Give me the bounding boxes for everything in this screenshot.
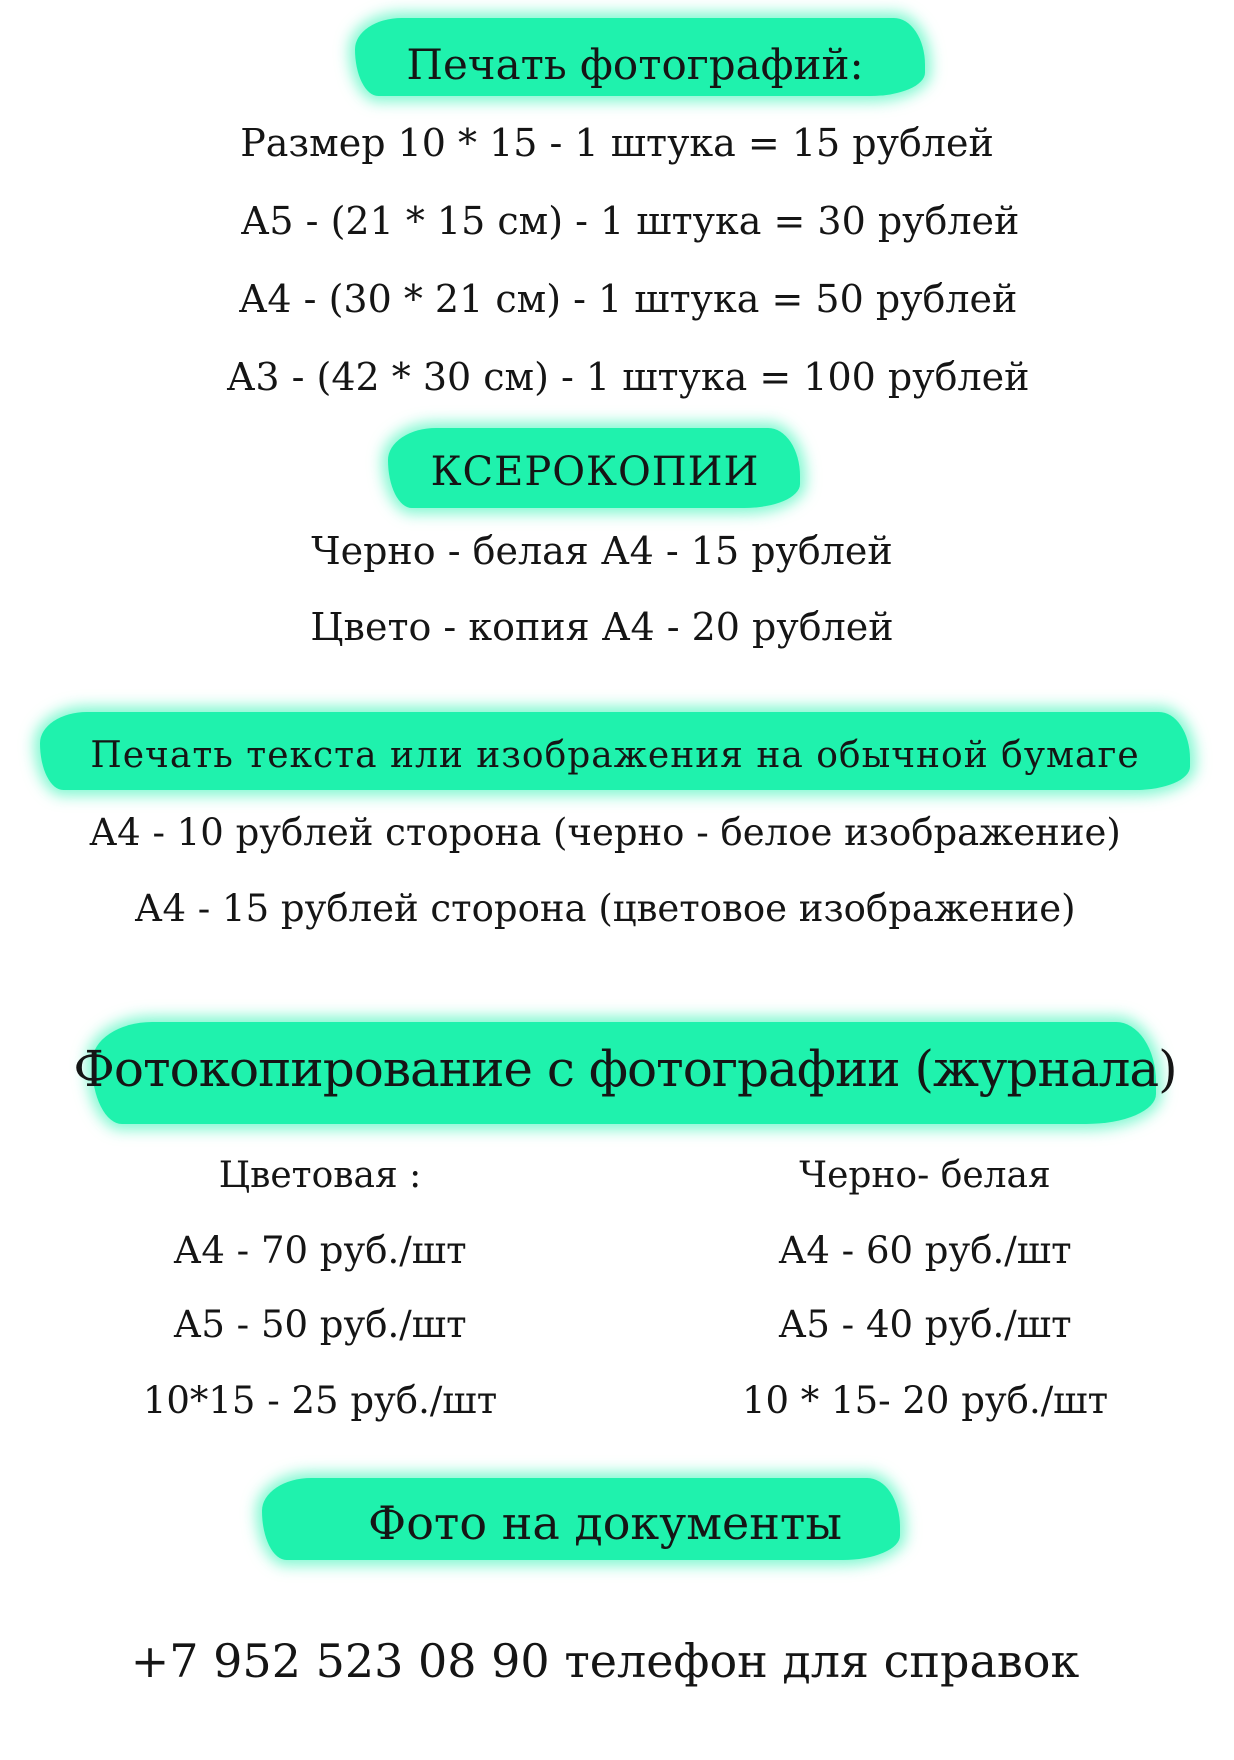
- heading-photo-print: Печать фотографий:: [406, 40, 864, 89]
- copies-line-1: Черно - белая А4 - 15 рублей: [311, 529, 893, 573]
- color-item-a4: А4 - 70 руб./шт: [173, 1229, 467, 1272]
- heading-photocopy: Фотокопирование с фотографии (журнала): [73, 1040, 1177, 1098]
- bw-item-a4: А4 - 60 руб./шт: [778, 1229, 1072, 1272]
- heading-text-print: Печать текста или изображения на обычной бумаге: [90, 735, 1140, 776]
- heading-copies: КСЕРОКОПИИ: [430, 449, 760, 495]
- photo-print-line-3: А4 - (30 * 21 см) - 1 штука = 50 рублей: [238, 277, 1018, 321]
- bw-column-title: Черно- белая: [799, 1155, 1051, 1196]
- text-print-line-1: А4 - 10 рублей сторона (черно - белое изображение): [89, 811, 1121, 854]
- heading-documents: Фото на документы: [368, 1496, 842, 1550]
- contact-phone-line: +7 952 523 08 90 телефон для справок: [130, 1634, 1080, 1688]
- photo-print-line-2: А5 - (21 * 15 см) - 1 штука = 30 рублей: [240, 199, 1020, 243]
- color-item-10x15: 10*15 - 25 руб./шт: [142, 1379, 498, 1422]
- text-print-line-2: А4 - 15 рублей сторона (цветовое изображение): [134, 887, 1076, 930]
- bw-item-10x15: 10 * 15- 20 руб./шт: [741, 1379, 1109, 1422]
- photo-print-line-4: А3 - (42 * 30 см) - 1 штука = 100 рублей: [226, 355, 1030, 399]
- color-item-a5: А5 - 50 руб./шт: [173, 1303, 467, 1346]
- copies-line-2: Цвето - копия А4 - 20 рублей: [310, 605, 894, 649]
- color-column-title: Цветовая :: [218, 1155, 422, 1196]
- photo-print-line-1: Размер 10 * 15 - 1 штука = 15 рублей: [240, 121, 994, 165]
- bw-item-a5: А5 - 40 руб./шт: [778, 1303, 1072, 1346]
